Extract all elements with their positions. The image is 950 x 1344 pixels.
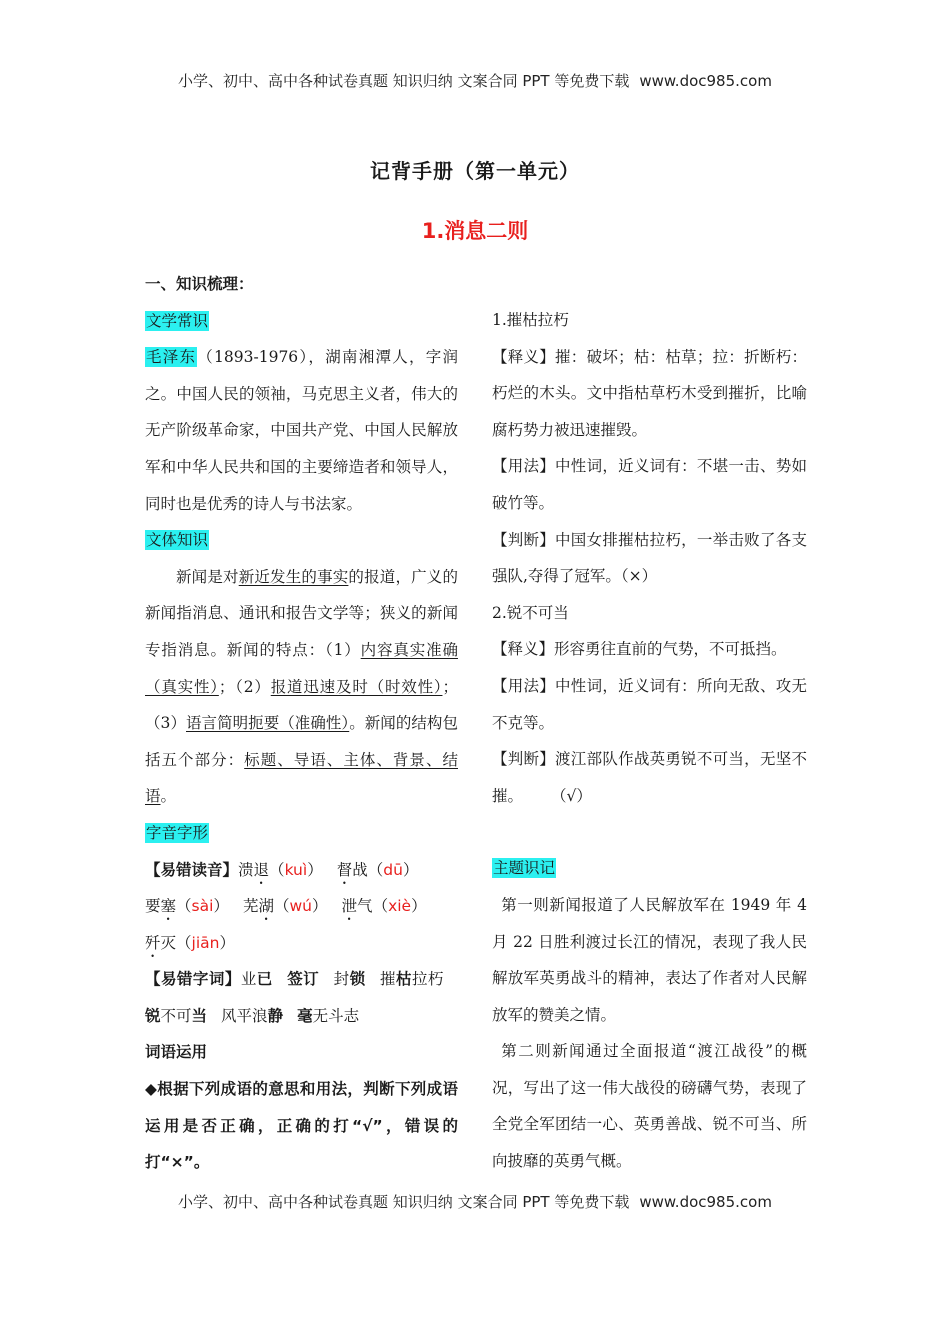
theme-paragraph-2: 第二则新闻通过全面报道“渡江战役”的概况，写出了这一伟大战役的磅礴气势，表现了全党全军团结一心、英勇善战、锐不可当、所向披靡的英勇气概。 bbox=[492, 1042, 807, 1171]
page-header bbox=[0, 70, 950, 91]
pron-item: 歼灭（jiān） bbox=[145, 933, 235, 952]
news-paragraph bbox=[145, 559, 458, 815]
error-words-label: 【易错字词】 bbox=[145, 970, 241, 989]
news-text: 。新闻的结构包括五个部分： bbox=[145, 714, 458, 769]
news-text: 新闻是对 bbox=[176, 567, 239, 586]
word-item: 摧枯拉朽 bbox=[379, 970, 444, 989]
footer-site[interactable]: www.doc985.com bbox=[639, 1193, 772, 1211]
error-words-list bbox=[145, 961, 458, 1034]
header-text: 小学、初中、高中各种试卷真题 知识归纳 文案合同 PPT 等免费下载 bbox=[178, 72, 630, 90]
document-title: 记背手册（第一单元） bbox=[370, 159, 580, 183]
news-text: ；（3） bbox=[145, 677, 458, 733]
author-paragraph bbox=[145, 339, 458, 522]
idiom-title: 2.锐不可当 bbox=[492, 603, 569, 622]
idiom-definition: 【释义】摧：破坏；枯：枯草；拉：折断朽：朽烂的木头。文中指枯草朽木受到摧折，比喻腐朽势力被迅速摧毁。 bbox=[492, 347, 807, 439]
news-underlined: 语言简明扼要（准确性） bbox=[186, 714, 350, 733]
idiom-definition: 【释义】形容勇往直前的气势，不可抵挡。 bbox=[492, 640, 787, 659]
right-column bbox=[492, 266, 807, 1180]
idiom-usage: 【用法】中性词，近义词有：所向无敌、攻无不克等。 bbox=[492, 676, 807, 732]
pron-item: 督战（dū） bbox=[336, 860, 419, 879]
idiom-title: 1.摧枯拉朽 bbox=[492, 311, 569, 329]
news-underlined: 新近发生的事实 bbox=[238, 567, 349, 586]
section-heading: 一、知识梳理： bbox=[145, 275, 254, 293]
pronunciation-label: 【易错读音】 bbox=[145, 860, 239, 879]
idiom-usage: 【用法】中性词，近义词有：不堪一击、势如破竹等。 bbox=[492, 457, 807, 512]
news-underlined: 内容真实准确（真实性） bbox=[145, 640, 458, 696]
lesson-title: 1.消息二则 bbox=[421, 219, 529, 243]
pron-item: 泄气（xiè） bbox=[341, 897, 427, 916]
literature-label: 文学常识 bbox=[146, 311, 209, 330]
instruction-text: ◆根据下列成语的意思和用法，判断下列成语运用是否正确，正确的打“√”，错误的打“×”。 bbox=[145, 1080, 458, 1172]
idiom-judgement: 【判断】渡江部队作战英勇锐不可当，无坚不摧。 （√） bbox=[492, 750, 807, 805]
idiom-judgement: 【判断】中国女排摧枯拉朽，一举击败了各支强队,夺得了冠军。（×） bbox=[492, 530, 807, 586]
pron-item: 要塞（sài） bbox=[145, 897, 229, 916]
left-column bbox=[145, 266, 458, 1181]
word-item: 毫无斗志 bbox=[297, 1006, 360, 1025]
pron-item: 溃退（kuì） bbox=[238, 860, 323, 879]
word-item: 锐不可当 bbox=[145, 1006, 208, 1025]
word-item: 业已 bbox=[240, 970, 273, 989]
word-item: 风平浪静 bbox=[221, 1006, 284, 1025]
word-item: 封锁 bbox=[333, 970, 366, 989]
news-text: ；（2） bbox=[218, 677, 271, 696]
usage-label: 词语运用 bbox=[145, 1043, 208, 1062]
theme-paragraph-1: 第一则新闻报道了人民解放军在 1949 年 4 月 22 日胜利渡过长江的情况，表现了我人民解放军英勇战斗的精神，表达了作者对人民解放军的赞美之情。 bbox=[492, 895, 807, 1024]
judgement-mark: （√） bbox=[551, 786, 592, 805]
author-name: 毛泽东 bbox=[146, 348, 197, 367]
footer-text: 小学、初中、高中各种试卷真题 知识归纳 文案合同 PPT 等免费下载 bbox=[178, 1193, 630, 1211]
news-underlined: 报道迅速及时（时效性） bbox=[270, 677, 443, 696]
news-underlined: 标题、导语、主体、背景、结语 bbox=[145, 750, 458, 806]
news-text: 。 bbox=[160, 787, 177, 806]
news-text: 的报道，广义的新闻指消息、通讯和报告文学等；狭义的新闻专指消息。新闻的特点：（1） bbox=[145, 567, 458, 659]
pron-item: 芜湖（wú） bbox=[242, 897, 328, 916]
pronunciation-list bbox=[145, 852, 458, 962]
header-site[interactable]: www.doc985.com bbox=[639, 72, 772, 90]
genre-label: 文体知识 bbox=[146, 531, 209, 550]
word-item: 签订 bbox=[286, 970, 320, 989]
author-bio: （1893-1976），湖南湘潭人，字润之。中国人民的领袖，马克思主义者，伟大的无产阶级革命家，中国共产党、中国人民解放军和中华人民共和国的主要缔造者和领导人，同时也是优秀的诗人与书法家。 bbox=[145, 348, 458, 513]
pronunciation-section-label: 字音字形 bbox=[146, 823, 209, 842]
theme-label: 主题识记 bbox=[493, 859, 556, 878]
page-footer bbox=[0, 1191, 950, 1212]
